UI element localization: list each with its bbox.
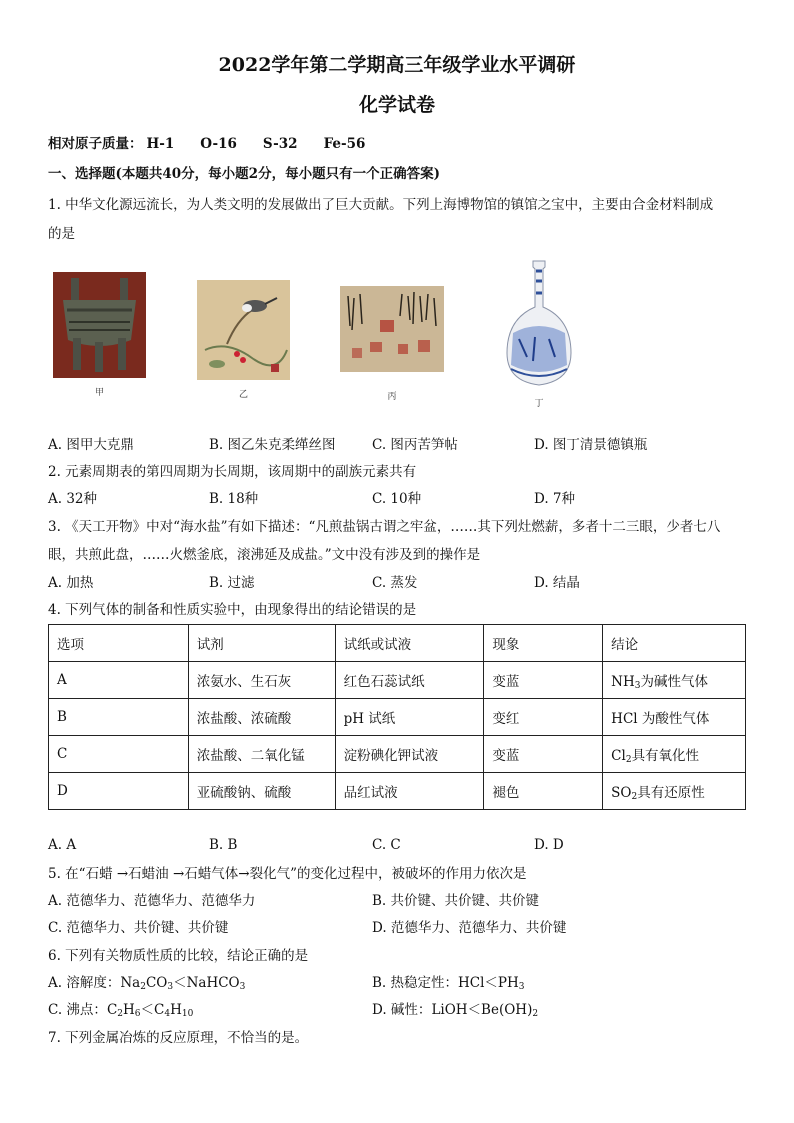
formula-part: H	[123, 1002, 135, 1018]
q6-option-a-label: A. 溶解度：	[48, 975, 121, 991]
cell-paper: pH 试纸	[335, 699, 484, 736]
q6-option-d[interactable]	[372, 998, 538, 1019]
conclusion-subscript: 3	[634, 680, 641, 691]
q5-option-d[interactable]: D. 范德华力、范德华力、共价键	[372, 920, 567, 936]
cell-phenomenon: 变红	[484, 699, 603, 736]
figure-caption-yi: 乙	[238, 390, 248, 400]
q2-option-b[interactable]: B. 18种	[209, 491, 259, 507]
atomic-masses	[48, 132, 391, 152]
section-heading: 一、选择题(本题共40分，每小题2分，每小题只有一个正确答案)	[48, 166, 440, 182]
table-header-reagent: 试剂	[188, 625, 335, 662]
table-header-paper: 试纸或试液	[335, 625, 484, 662]
q1-option-a[interactable]: A. 图甲大克鼎	[48, 437, 134, 453]
q6-option-b-label: B. 热稳定性：	[372, 975, 459, 991]
conclusion-formula: Cl	[611, 747, 626, 764]
cell-option: D	[49, 773, 189, 810]
q5-option-b[interactable]: B. 共价键、共价键、共价键	[372, 893, 540, 909]
q2-option-d[interactable]: D. 7种	[534, 491, 576, 507]
cell-paper: 淀粉碘化钾试液	[335, 736, 484, 773]
cell-option: C	[49, 736, 189, 773]
q3-option-a[interactable]: A. 加热	[48, 575, 94, 591]
conclusion-text: 具有氧化性	[631, 747, 700, 764]
q1-stem-line1: 1. 中华文化源远流长，为人类文明的发展做出了巨大贡献。下列上海博物馆的镇馆之宝中，主要由合金材料制成	[48, 197, 714, 213]
q4-option-b[interactable]: B. B	[209, 837, 238, 853]
blue-white-vase-image	[499, 257, 579, 389]
conclusion-subscript: 2	[625, 754, 632, 765]
cell-reagent: 浓氨水、生石灰	[188, 662, 335, 699]
atomic-masses-label: 相对原子质量：	[48, 136, 143, 152]
table-row	[49, 773, 746, 810]
cell-conclusion	[603, 662, 746, 699]
formula-subscript: 6	[134, 1009, 141, 1019]
table-row	[49, 736, 746, 773]
cell-conclusion	[603, 699, 746, 736]
figure-caption-bing: 丙	[387, 392, 397, 402]
formula-part: CO	[145, 975, 168, 991]
q2-option-a[interactable]: A. 32种	[48, 491, 98, 507]
formula-part: ＜NaHCO	[173, 975, 240, 991]
figure-caption-jia: 甲	[94, 388, 104, 398]
cell-reagent: 浓盐酸、浓硫酸	[188, 699, 335, 736]
atomic-mass-o: O-16	[200, 136, 237, 152]
conclusion-formula: NH	[611, 673, 635, 690]
atomic-mass-h: H-1	[146, 136, 175, 152]
cell-paper: 红色石蕊试纸	[335, 662, 484, 699]
q3-stem-line1: 3. 《天工开物》中对“海水盐”有如下描述：“凡煎盐锅古谓之牢盆，……其下列灶燃薪，多者十二三眼，少者七八	[48, 519, 721, 535]
atomic-mass-s: S-32	[262, 136, 298, 152]
conclusion-formula: SO	[611, 784, 632, 801]
conclusion-text: 为碱性气体	[640, 673, 708, 690]
atomic-mass-fe: Fe-56	[323, 136, 366, 152]
table-row	[49, 662, 746, 699]
cell-reagent: 亚硫酸钠、硫酸	[188, 773, 335, 810]
formula-subscript: 2	[140, 982, 146, 992]
q6-option-c-label: C. 沸点：	[48, 1002, 107, 1018]
formula-subscript: 2	[532, 1009, 539, 1019]
silk-tapestry-bird-image	[197, 280, 290, 380]
formula-subscript: 2	[117, 1009, 124, 1019]
q5-stem: 5. 在“石蜡 →石蜡油 →石蜡气体→裂化气”的变化过程中，被破坏的作用力依次是	[48, 866, 527, 882]
formula-subscript: 4	[164, 1009, 171, 1019]
formula-part: ＜C	[140, 1002, 165, 1018]
q5-option-c[interactable]: C. 范德华力、共价键、共价键	[48, 920, 229, 936]
cell-reagent: 浓盐酸、二氧化锰	[188, 736, 335, 773]
q5-option-a[interactable]: A. 范德华力、范德华力、范德华力	[48, 893, 256, 909]
formula-part: LiOH＜Be(OH)	[431, 1002, 533, 1018]
exam-title: 2022学年第二学期高三年级学业水平调研	[218, 54, 576, 76]
table-row	[49, 699, 746, 736]
conclusion-formula: HCl 为酸性气体	[611, 711, 710, 727]
q6-option-d-label: D. 碱性：	[372, 1002, 432, 1018]
q1-option-d[interactable]: D. 图丁清景德镇瓶	[534, 437, 648, 453]
q4-option-c[interactable]: C. C	[372, 837, 401, 853]
q2-stem: 2. 元素周期表的第四周期为长周期，该周期中的副族元素共有	[48, 464, 417, 480]
table-header-conclusion: 结论	[603, 625, 746, 662]
q4-table	[48, 624, 746, 810]
cell-option: A	[49, 662, 189, 699]
calligraphy-image	[340, 286, 444, 372]
q3-option-d[interactable]: D. 结晶	[534, 575, 580, 591]
cell-option: B	[49, 699, 189, 736]
q6-option-c[interactable]	[48, 998, 193, 1019]
formula-subscript: 10	[181, 1009, 194, 1019]
table-header-phenomenon: 现象	[484, 625, 603, 662]
q2-option-c[interactable]: C. 10种	[372, 491, 422, 507]
q6-option-b[interactable]	[372, 971, 525, 992]
formula-subscript: 3	[518, 982, 525, 992]
table-header-option: 选项	[49, 625, 189, 662]
cell-conclusion	[603, 773, 746, 810]
formula-part: Na	[120, 975, 141, 991]
conclusion-subscript: 2	[631, 791, 638, 802]
q1-stem-line2: 的是	[48, 226, 75, 242]
bronze-ding-image	[53, 272, 146, 378]
cell-phenomenon: 变蓝	[484, 662, 603, 699]
q3-stem-line2: 眼，共煎此盘，……火燃釜底，滚沸延及成盐。”文中没有涉及到的操作是	[48, 547, 481, 563]
q1-option-b[interactable]: B. 图乙朱克柔缂丝图	[209, 437, 336, 453]
q6-stem: 6. 下列有关物质性质的比较，结论正确的是	[48, 948, 309, 964]
formula-part: H	[170, 1002, 182, 1018]
q3-option-b[interactable]: B. 过滤	[209, 575, 255, 591]
q4-option-d[interactable]: D. D	[534, 837, 564, 853]
q7-stem: 7. 下列金属冶炼的反应原理，不恰当的是。	[48, 1030, 309, 1046]
cell-paper: 品红试液	[335, 773, 484, 810]
q4-option-a[interactable]: A. A	[48, 837, 77, 853]
formula-subscript: 3	[167, 982, 174, 992]
q1-option-c[interactable]: C. 图丙苦笋帖	[372, 437, 458, 453]
conclusion-text: 具有还原性	[637, 784, 705, 801]
q6-option-a[interactable]	[48, 971, 245, 992]
q3-option-c[interactable]: C. 蒸发	[372, 575, 418, 591]
table-header-row	[49, 625, 746, 662]
formula-part: C	[106, 1002, 118, 1018]
formula-subscript: 3	[239, 982, 246, 992]
cell-phenomenon: 变蓝	[484, 736, 603, 773]
figure-caption-ding: 丁	[534, 399, 544, 409]
cell-conclusion	[603, 736, 746, 773]
cell-phenomenon: 褪色	[484, 773, 603, 810]
exam-subtitle: 化学试卷	[358, 94, 435, 116]
formula-part: HCl＜PH	[458, 975, 519, 991]
q4-stem: 4. 下列气体的制备和性质实验中，由现象得出的结论错误的是	[48, 602, 417, 618]
